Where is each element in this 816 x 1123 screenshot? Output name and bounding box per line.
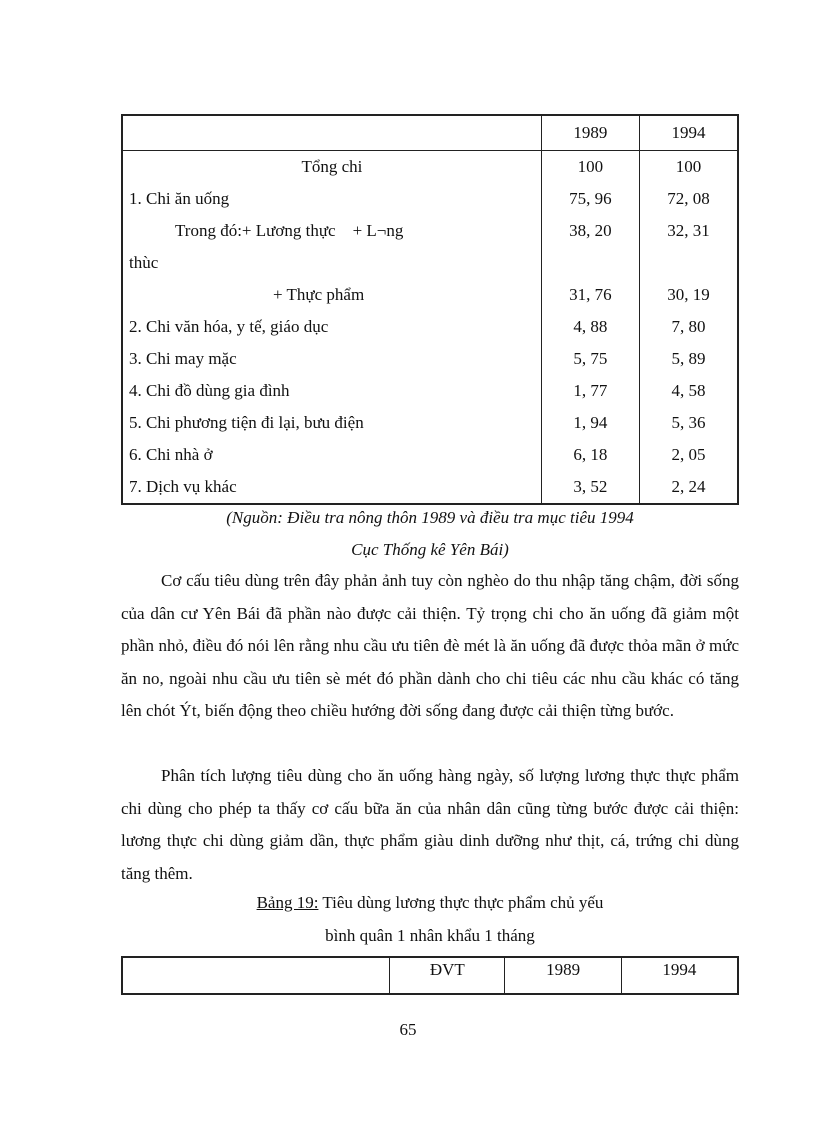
value-1989: 31, 76 xyxy=(541,279,639,311)
table-row xyxy=(122,375,738,407)
row-label: + Thực phẩm xyxy=(273,285,365,304)
row-label: thùc xyxy=(129,253,159,272)
table-caption-line-2: bình quân 1 nhân khẩu 1 tháng xyxy=(325,926,535,945)
value-1994: 30, 19 xyxy=(639,279,738,311)
row-label: 7. Dịch vụ khác xyxy=(129,477,237,496)
value-1989 xyxy=(541,247,639,279)
value-1994: 72, 08 xyxy=(639,183,738,215)
table-row xyxy=(122,247,738,279)
table-caption xyxy=(121,893,739,913)
value-1994: 2, 05 xyxy=(639,439,738,471)
value-1989: 5, 75 xyxy=(541,343,639,375)
row-label: 5. Chi phương tiện đi lại, bưu điện xyxy=(129,413,364,432)
value-1994: 100 xyxy=(639,151,738,184)
paragraph-1-text: Cơ cấu tiêu dùng trên đây phản ảnh tuy còn nghèo do thu nhập tăng chậm, đời sống của dân cư Yên Bái đã phần nào được cải thiện. Tỷ trọng chi cho ăn uống đã giảm một phần nhỏ, điều đó nói lên rằng nhu cầu ưu tiên đè mét là ăn uống đã được thỏa mãn ở mức ăn no, ngoài nhu cầu ưu tiên sè mét đó phần dành cho chi tiêu các nhu cầu khác có tăng lên chót Ýt, biến động theo chiều hướng đời sống đang được cải thiện từng bước. xyxy=(121,571,739,720)
caption-title: Tiêu dùng lương thực thực phẩm chủ yếu xyxy=(318,893,604,912)
page-number: 65 xyxy=(399,1020,417,1039)
value-1994: 32, 31 xyxy=(639,215,738,247)
row-label: 2. Chi văn hóa, y tế, giáo dục xyxy=(129,317,329,336)
row-label: 4. Chi đồ dùng gia đình xyxy=(129,381,290,400)
header-1989: 1989 xyxy=(505,957,621,994)
table-row xyxy=(122,471,738,504)
value-1994: 5, 36 xyxy=(639,407,738,439)
value-1989: 3, 52 xyxy=(541,471,639,504)
value-1994 xyxy=(639,247,738,279)
header-1994: 1994 xyxy=(621,957,738,994)
table-row xyxy=(122,183,738,215)
header-unit: ĐVT xyxy=(390,957,505,994)
header-blank-cell xyxy=(122,957,390,994)
food-consumption-table xyxy=(121,956,739,995)
row-label: Tổng chi xyxy=(301,157,363,176)
header-1989: 1989 xyxy=(541,115,639,151)
expenditure-structure-table xyxy=(121,114,739,505)
header-blank-cell xyxy=(122,115,541,151)
paragraph-1 xyxy=(121,565,739,728)
table-row xyxy=(122,151,738,184)
value-1989: 1, 77 xyxy=(541,375,639,407)
row-label: 1. Chi ăn uống xyxy=(129,189,230,208)
source-note-line-1: (Nguồn: Điều tra nông thôn 1989 và điều tra mục tiêu 1994 xyxy=(226,508,634,527)
value-1989: 38, 20 xyxy=(541,215,639,247)
value-1989: 100 xyxy=(541,151,639,184)
value-1989: 1, 94 xyxy=(541,407,639,439)
row-label: 6. Chi nhà ở xyxy=(129,445,213,464)
source-note-line-2: Cục Thống kê Yên Bái) xyxy=(351,540,509,559)
table-row xyxy=(122,311,738,343)
row-label: 3. Chi may mặc xyxy=(129,349,237,368)
paragraph-2-text: Phân tích lượng tiêu dùng cho ăn uống hàng ngày, số lượng lương thực thực phẩm chi dùng cho phép ta thấy cơ cấu bữa ăn của nhân dân cũng từng bước được cải thiện: lương thực chi dùng giảm dần, thực phẩm giàu dinh dưỡng như thịt, cá, trứng chi dùng tăng thêm. xyxy=(121,766,739,883)
value-1994: 7, 80 xyxy=(639,311,738,343)
value-1989: 75, 96 xyxy=(541,183,639,215)
table-row xyxy=(122,279,738,311)
header-1994: 1994 xyxy=(639,115,738,151)
table-row xyxy=(122,215,738,247)
value-1989: 6, 18 xyxy=(541,439,639,471)
table-row xyxy=(122,407,738,439)
value-1989: 4, 88 xyxy=(541,311,639,343)
table-row xyxy=(122,439,738,471)
paragraph-2 xyxy=(121,760,739,890)
value-1994: 4, 58 xyxy=(639,375,738,407)
row-label: Trong đó:+ Lương thực + L¬ng xyxy=(175,221,404,240)
table-row xyxy=(122,343,738,375)
table-header-row xyxy=(122,957,738,994)
caption-label: Bảng 19: xyxy=(256,893,319,912)
value-1994: 5, 89 xyxy=(639,343,738,375)
table-header-row xyxy=(122,115,738,151)
value-1994: 2, 24 xyxy=(639,471,738,504)
